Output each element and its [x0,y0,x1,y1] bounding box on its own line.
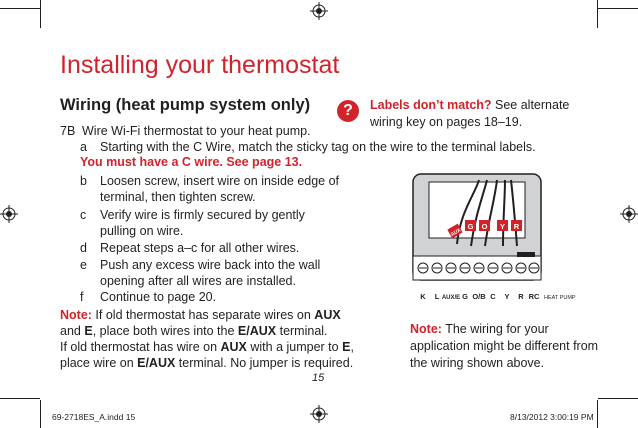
substep-text: Verify wire is firmly secured by gently pulling on wire. [100,208,305,238]
substep-text: Continue to page 20. [100,290,217,304]
c-wire-warning: You must have a C wire. See page 13. [80,155,303,169]
terminal-label: O/B [472,292,486,301]
wire-tag-label: R [513,222,520,231]
note-term: E [84,324,93,338]
substep-letter: f [80,290,84,304]
question-mark-icon: ? [337,100,359,122]
note-term: AUX [314,308,341,322]
note-term: E/AUX [137,356,176,370]
footer-timestamp: 8/13/2012 3:00:19 PM [510,412,594,422]
substep-letter: e [80,258,87,272]
substep-e [80,257,370,289]
wire-tag-label: Y [499,222,506,231]
jumper [517,252,535,257]
substep-c [80,207,370,239]
substep-letter: a [80,140,87,154]
terminal-label: Y [504,292,510,301]
substep-f [80,289,370,305]
substep-letter: c [80,208,87,222]
registration-mark-icon [620,205,638,223]
registration-mark-icon [310,405,328,423]
note-left [60,307,360,371]
crop-mark [597,400,598,428]
crop-mark [40,400,41,428]
note-text: terminal. [276,324,328,338]
page-title: Installing your thermostat [60,51,340,79]
footer-file-info: 69-2718ES_A.indd 15 [52,412,136,422]
note-text: , place both wires into the [92,324,238,338]
section-heading: Wiring (heat pump system only) [60,96,311,114]
substep-letter: d [80,241,87,255]
note-text: with a jumper to [246,340,343,354]
terminal-label: K [420,292,426,301]
substep-d [80,240,370,256]
step-7b [60,123,340,139]
callout-body: See alternate wiring key on pages 18–19. [370,98,570,129]
note-text: If old thermostat has wire on [60,340,221,354]
wire-tag-label: O [481,222,488,231]
note-text: , [350,340,354,354]
callout-lead: Labels don’t match? [370,98,492,112]
crop-mark [598,398,638,399]
terminal-label: G [462,292,468,301]
note-term: E/AUX [237,324,277,338]
terminal-label: R [518,292,524,301]
terminal-label: RC [528,292,540,301]
crop-mark [598,8,638,9]
crop-mark [0,398,40,399]
note-label: Note: [60,308,92,322]
note-text: If old thermostat has separate wires on [91,308,315,322]
terminal-label: C [490,292,496,301]
note-label: Note: [410,322,442,336]
note-text: terminal. No jumper is required. [175,356,354,370]
substep-a [60,139,600,155]
substep-text: Loosen screw, insert wire on inside edge of terminal, then tighten screw. [100,174,340,204]
terminal-label: L [434,292,440,301]
page-number: 15 [312,372,325,384]
substep-text: Repeat steps a–c for all other wires. [100,241,300,255]
crop-mark [0,8,40,9]
note-text: place wire on [60,356,138,370]
substep-b [80,173,370,205]
terminal-label: AUX/E [441,295,461,301]
crop-mark [40,0,41,28]
callout-text [370,97,570,131]
registration-mark-icon [310,2,328,20]
heat-pump-label: HEAT PUMP [544,295,576,301]
note-right [410,321,610,372]
note-term: E [342,340,351,354]
wiring-diagram [405,172,585,310]
substep-text: Starting with the C Wire, match the sticky tag on the wire to the terminal labels. [100,140,536,154]
note-text: and [60,324,85,338]
note-text: The wiring for your application might be different from the wiring shown above. [410,322,599,370]
substep-letter: b [80,174,87,188]
wall-opening [429,182,525,238]
wire-tag-label: G [467,222,474,231]
step-text: Wire Wi-Fi thermostat to your heat pump. [82,124,311,138]
note-term: AUX [220,340,247,354]
step-number: 7B [60,124,76,138]
wire-tag-label: AUX [449,227,463,238]
crop-mark [597,0,598,28]
substep-text: Push any excess wire back into the wall opening after all wires are installed. [100,258,321,288]
registration-mark-icon [0,205,18,223]
